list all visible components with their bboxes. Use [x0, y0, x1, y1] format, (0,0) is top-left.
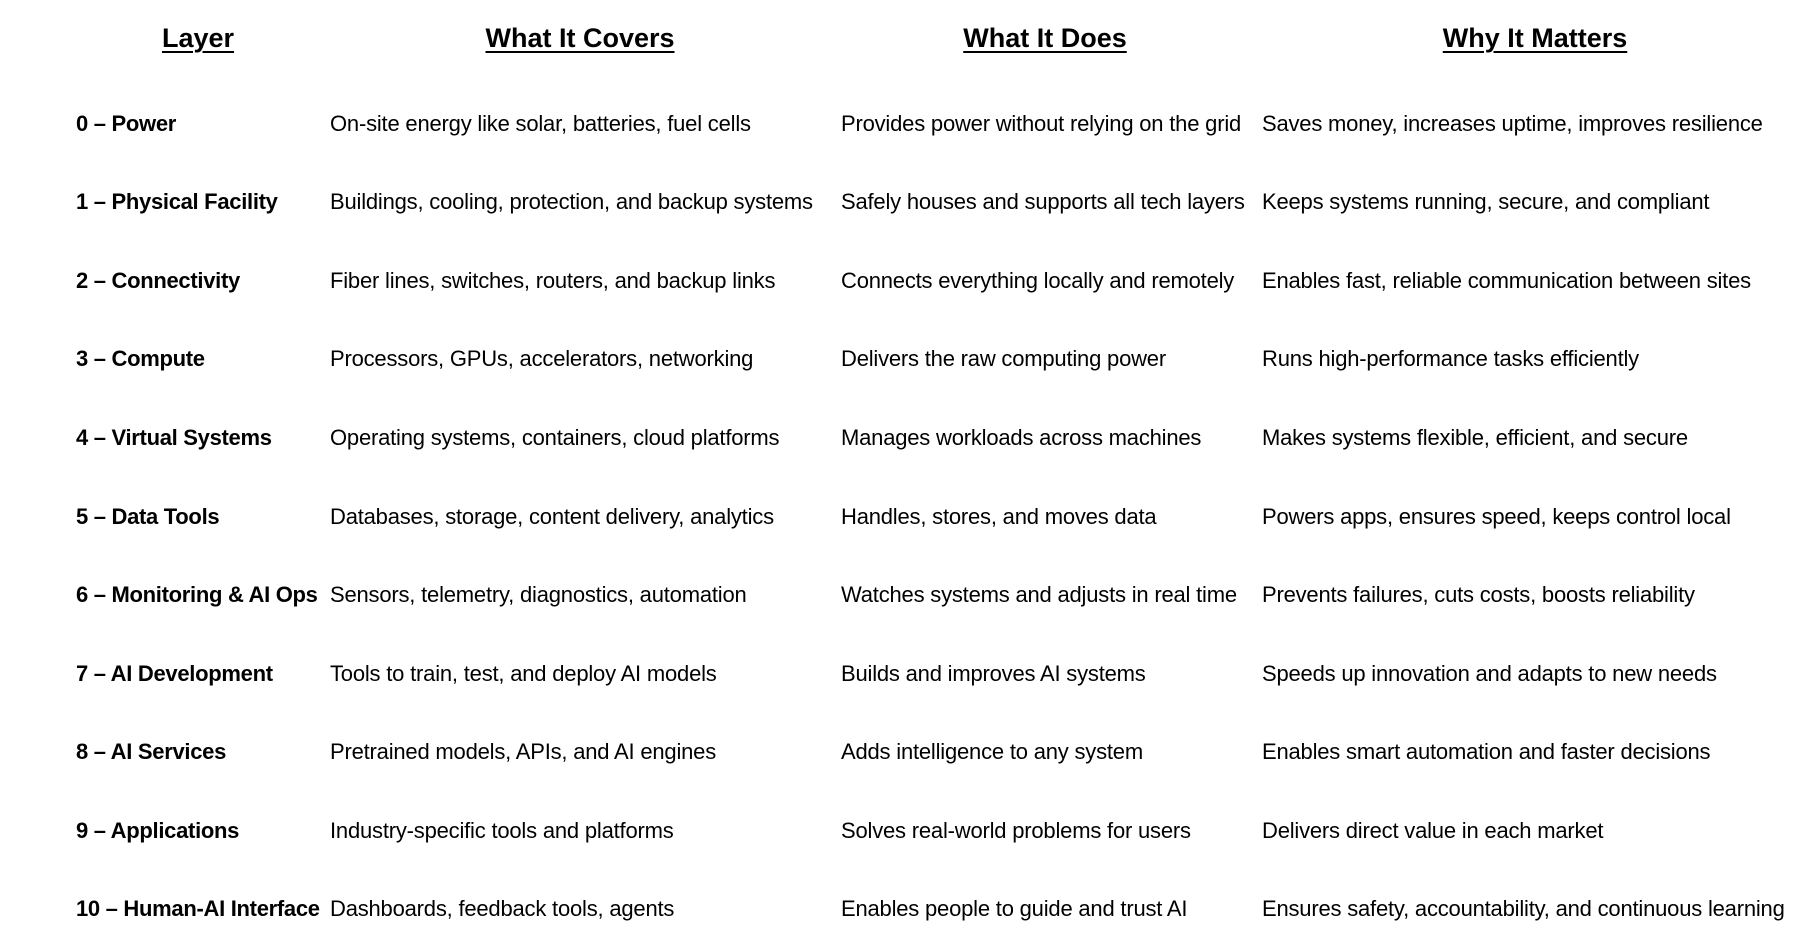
does-cell: Watches systems and adjusts in real time — [841, 582, 1237, 607]
table-row — [0, 654, 1816, 694]
header-layer: Layer — [161, 23, 235, 53]
covers-cell: On-site energy like solar, batteries, fuel cells — [330, 111, 751, 136]
layer-cell: 8 – AI Services — [76, 739, 227, 764]
layer-cell: 6 – Monitoring & AI Ops — [76, 582, 318, 607]
header-what-it-covers: What It Covers — [485, 23, 675, 53]
does-cell: Solves real-world problems for users — [841, 818, 1191, 843]
header-what-it-does: What It Does — [963, 23, 1127, 53]
layer-cell: 0 – Power — [76, 111, 177, 136]
why-cell: Enables fast, reliable communication between sites — [1262, 268, 1751, 293]
why-cell: Prevents failures, cuts costs, boosts reliability — [1262, 582, 1695, 607]
covers-cell: Sensors, telemetry, diagnostics, automation — [330, 582, 747, 607]
why-cell: Saves money, increases uptime, improves resilience — [1262, 111, 1763, 136]
does-cell: Connects everything locally and remotely — [841, 268, 1235, 293]
does-cell: Adds intelligence to any system — [841, 739, 1143, 764]
table-row — [0, 261, 1816, 301]
does-cell: Provides power without relying on the grid — [841, 111, 1242, 136]
covers-cell: Operating systems, containers, cloud platforms — [330, 425, 780, 450]
table-header — [0, 18, 1816, 58]
does-cell: Delivers the raw computing power — [841, 346, 1166, 371]
table-row — [0, 104, 1816, 144]
table-row — [0, 575, 1816, 615]
why-cell: Enables smart automation and faster decisions — [1262, 739, 1711, 764]
table-row — [0, 497, 1816, 537]
does-cell: Safely houses and supports all tech layers — [841, 189, 1245, 214]
table-row — [0, 732, 1816, 772]
does-cell: Enables people to guide and trust AI — [841, 896, 1188, 921]
does-cell: Manages workloads across machines — [841, 425, 1202, 450]
does-cell: Handles, stores, and moves data — [841, 504, 1157, 529]
table-row — [0, 811, 1816, 851]
layer-cell: 5 – Data Tools — [76, 504, 220, 529]
layer-cell: 3 – Compute — [76, 346, 205, 371]
covers-cell: Processors, GPUs, accelerators, networking — [330, 346, 754, 371]
covers-cell: Tools to train, test, and deploy AI models — [330, 661, 717, 686]
why-cell: Keeps systems running, secure, and compliant — [1262, 189, 1710, 214]
covers-cell: Fiber lines, switches, routers, and backup links — [330, 268, 776, 293]
layer-cell: 2 – Connectivity — [76, 268, 240, 293]
covers-cell: Pretrained models, APIs, and AI engines — [330, 739, 716, 764]
does-cell: Builds and improves AI systems — [841, 661, 1146, 686]
table-row — [0, 889, 1816, 929]
header-why-it-matters: Why It Matters — [1442, 23, 1628, 53]
why-cell: Powers apps, ensures speed, keeps control local — [1262, 504, 1731, 529]
covers-cell: Industry-specific tools and platforms — [330, 818, 674, 843]
why-cell: Delivers direct value in each market — [1262, 818, 1604, 843]
covers-cell: Databases, storage, content delivery, analytics — [330, 504, 774, 529]
why-cell: Runs high-performance tasks efficiently — [1262, 346, 1639, 371]
table-row — [0, 418, 1816, 458]
covers-cell: Buildings, cooling, protection, and backup systems — [330, 189, 813, 214]
covers-cell: Dashboards, feedback tools, agents — [330, 896, 675, 921]
layer-cell: 10 – Human-AI Interface — [76, 896, 320, 921]
table-row — [0, 339, 1816, 379]
layer-cell: 7 – AI Development — [76, 661, 273, 686]
layer-cell: 1 – Physical Facility — [76, 189, 278, 214]
why-cell: Speeds up innovation and adapts to new needs — [1262, 661, 1717, 686]
layer-cell: 4 – Virtual Systems — [76, 425, 272, 450]
why-cell: Makes systems flexible, efficient, and secure — [1262, 425, 1688, 450]
layer-cell: 9 – Applications — [76, 818, 240, 843]
table-row — [0, 182, 1816, 222]
why-cell: Ensures safety, accountability, and continuous learning — [1262, 896, 1785, 921]
